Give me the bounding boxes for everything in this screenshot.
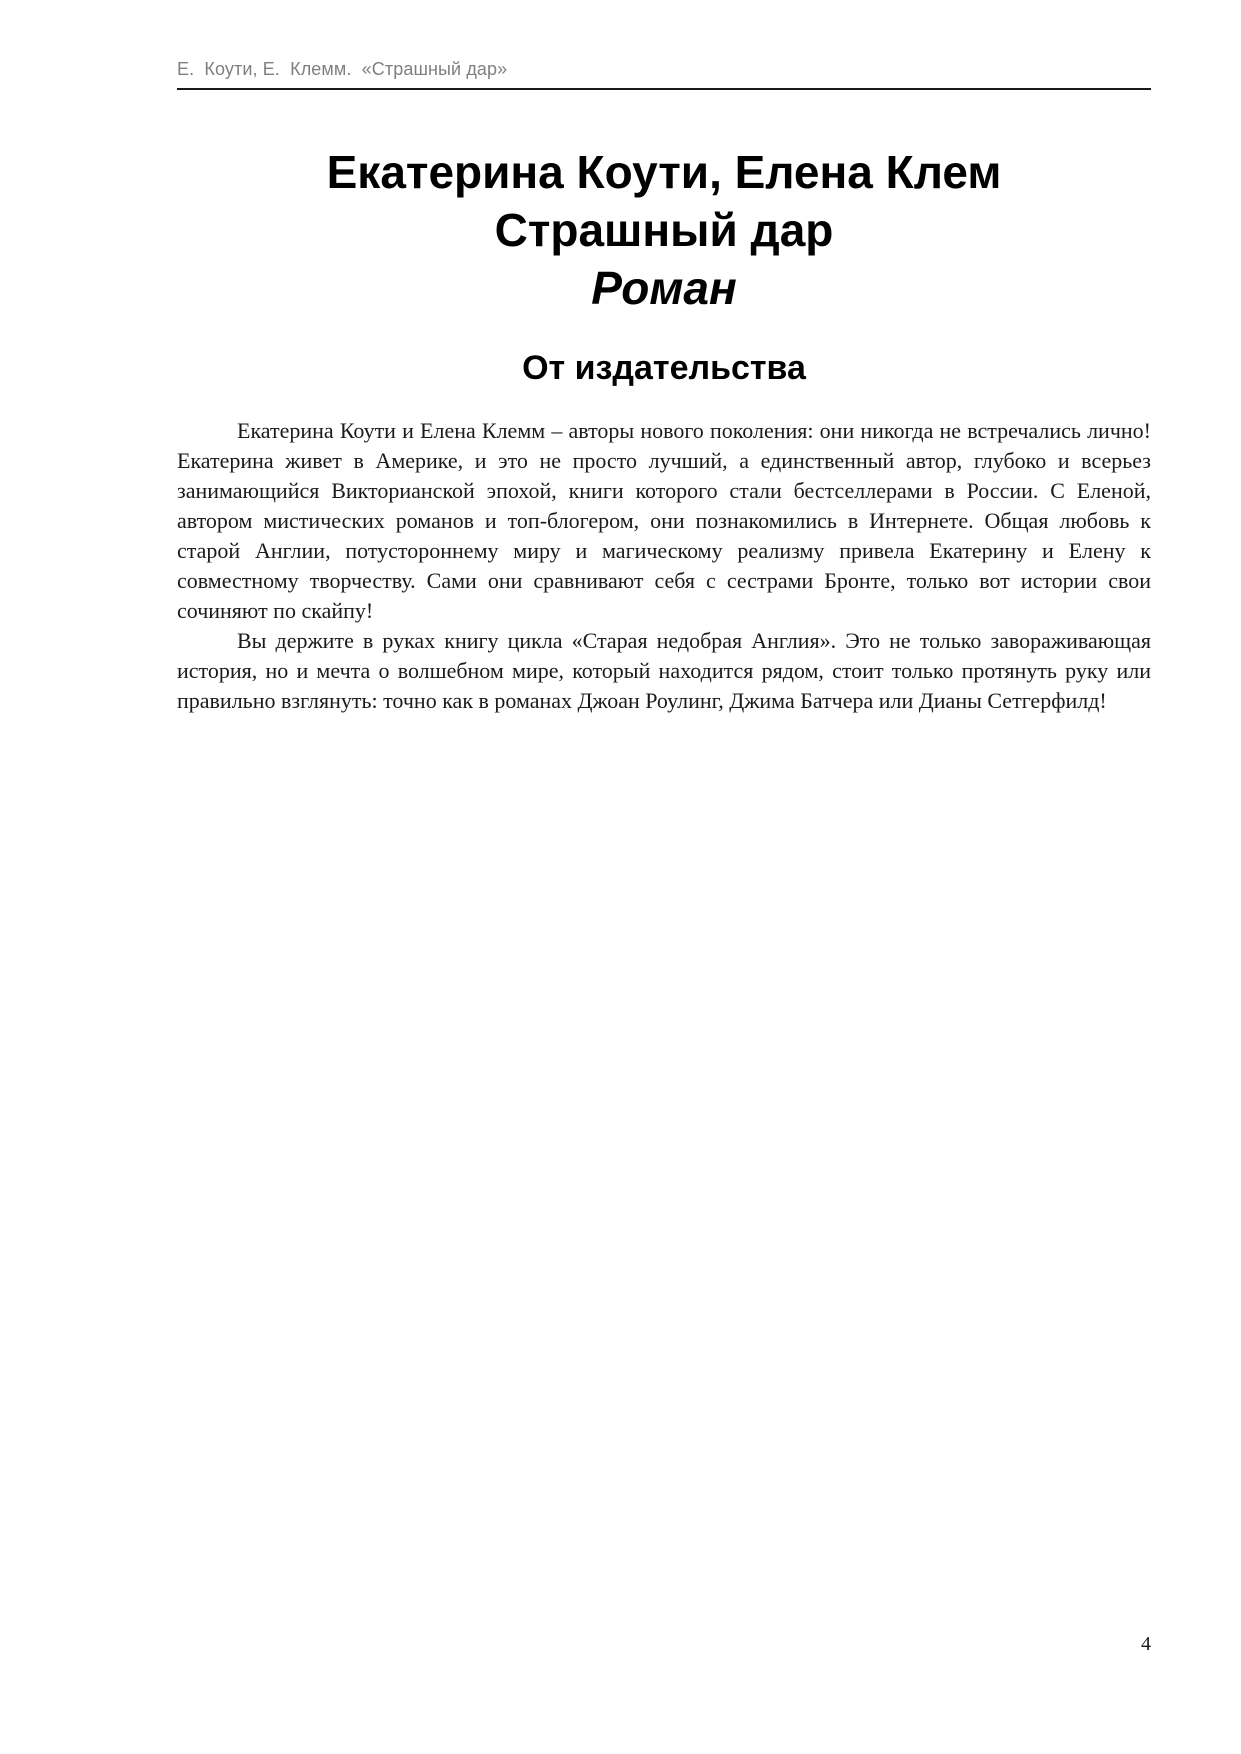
section-body [177,416,1151,716]
header-divider [177,88,1151,90]
book-authors: Екатерина Коути, Елена Клем [326,146,1002,198]
title-block [177,143,1151,317]
paragraph: Екатерина Коути и Елена Клемм – авторы нового поколения: они никогда не встречались лично! Екатерина живет в Америке, и это не просто лучший, а единственный автор, глубоко и всерьез занимающийся Викторианской эпохой, книги которого стали бестселлерами в России. С Еленой, автором мистических романов и топ-блогером, они познакомились в Интернете. Общая любовь к старой Англии, потустороннему миру и магическому реализму привела Екатерину и Елену к совместному творчеству. Сами они сравнивают себя с сестрами Бронте, только вот истории свои сочиняют по скайпу! [177,418,1151,623]
book-title: Страшный дар [494,204,834,256]
book-genre: Роман [591,262,737,314]
section-heading: От издательства [522,349,806,387]
page-number: 4 [1141,1633,1151,1655]
running-header: Е. Коути, Е. Клемм. «Страшный дар» [177,59,508,79]
paragraph: Вы держите в руках книгу цикла «Старая недобрая Англия». Это не только завораживающая история, но и мечта о волшебном мире, который находится рядом, стоит только протянуть руку или правильно взглянуть: точно как в романах Джоан Роулинг, Джима Батчера или Дианы Сетгерфилд! [177,628,1151,713]
